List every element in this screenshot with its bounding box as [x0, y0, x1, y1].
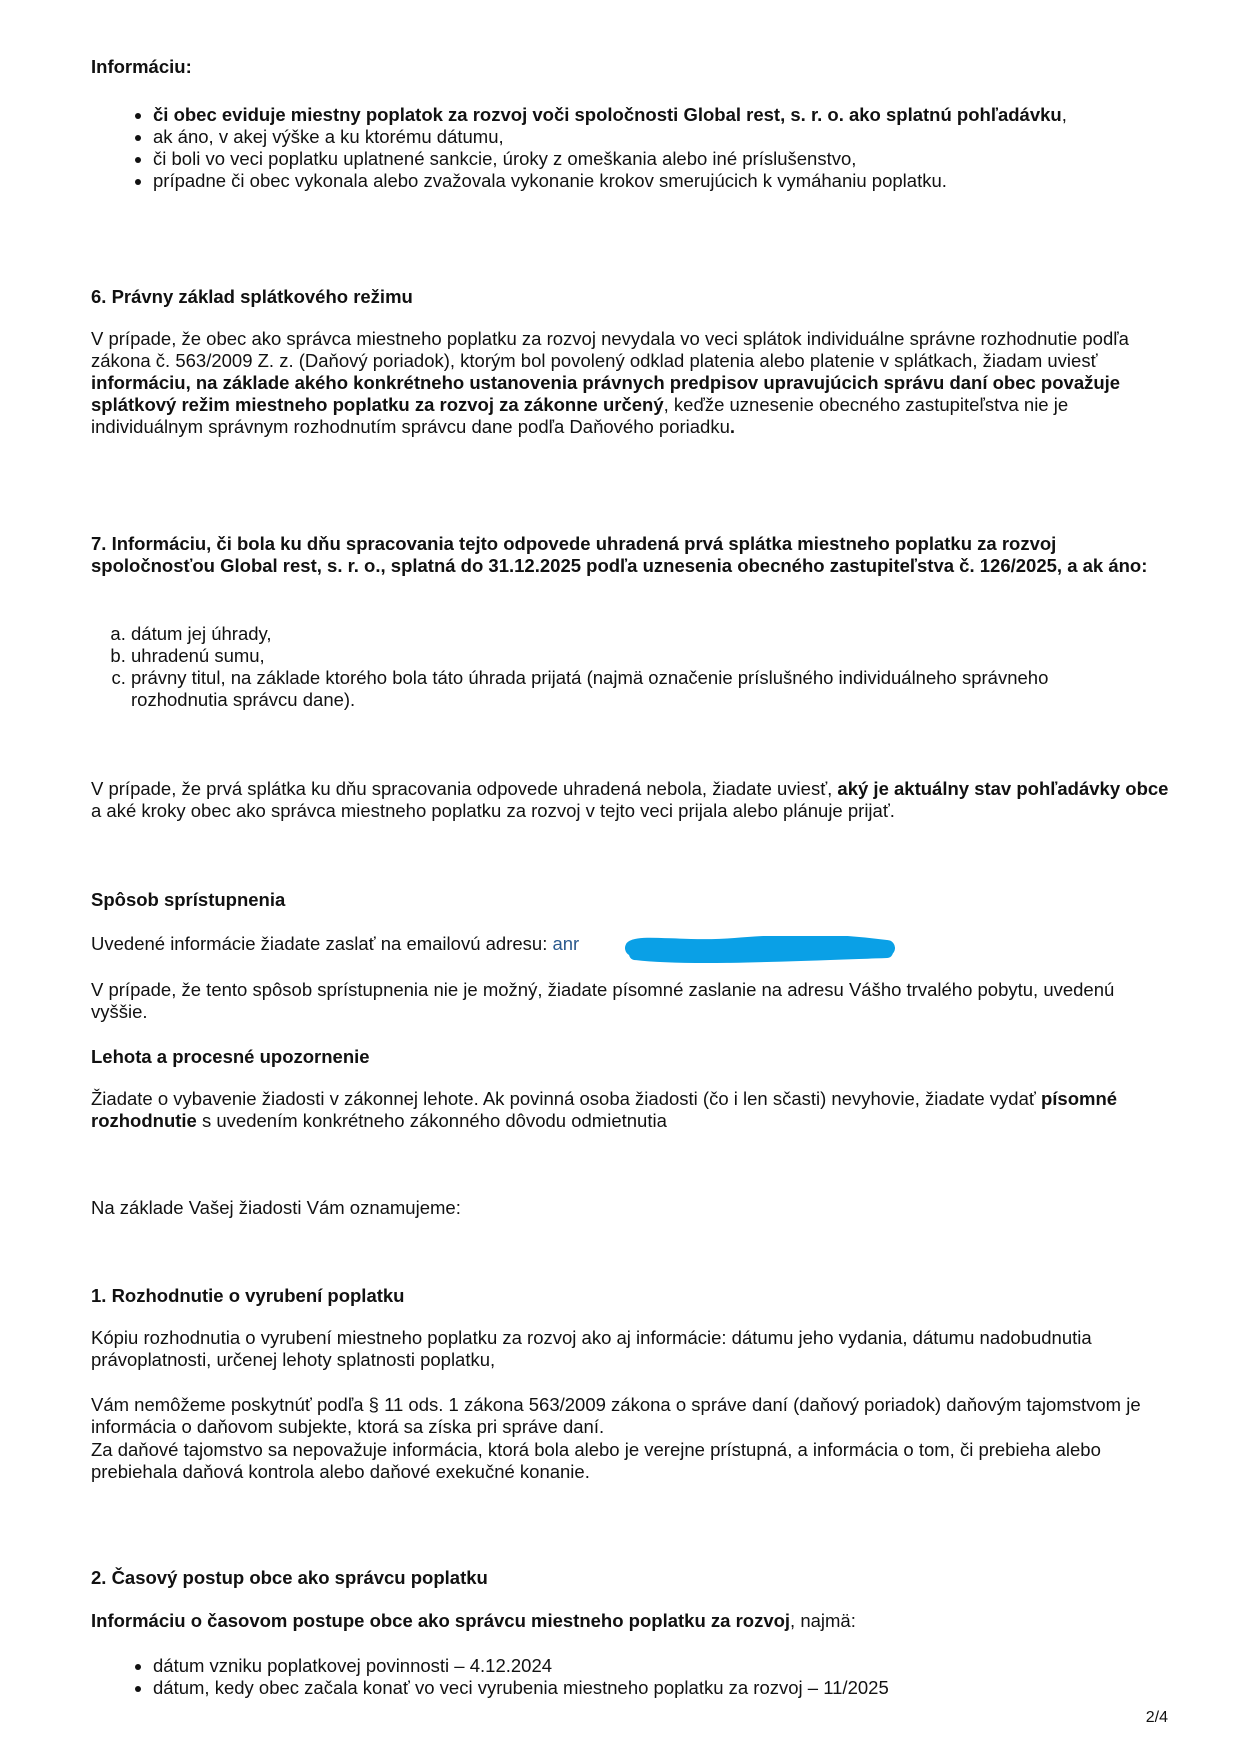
section-7-list — [91, 623, 1131, 711]
text: V prípade, že obec ako správca miestneho poplatku za rozvoj nevydala vo veci splátok individuálne správne rozhodnutie podľa zákona č. 563/2009 Z. z. (Daňový poriadok), ktorým bol povolený odklad platenia alebo platenie v splátkach, žiadam uviesť — [91, 328, 1129, 371]
answer-2-lead — [91, 1610, 1171, 1632]
deadline-heading: Lehota a procesné upozornenie — [91, 1046, 370, 1067]
section-6-paragraph — [91, 328, 1171, 438]
intro-bullets — [91, 104, 1203, 192]
list-item: • dátum, kedy obec začala konať vo veci vyrubenia miestneho poplatku za rozvoj – 11/2025 — [153, 1677, 1203, 1699]
bold-text: aký je aktuálny stav pohľadávky obce — [837, 778, 1169, 799]
list-item — [153, 170, 1203, 192]
text: s uvedením konkrétneho zákonného dôvodu odmietnutia — [196, 1110, 667, 1131]
bold-text: písomné rozhodnutie — [91, 1088, 1118, 1131]
list-item — [153, 148, 1203, 170]
bold-text: . — [729, 416, 736, 437]
bullet-text: prípadne či obec vykonala alebo zvažovala vykonanie krokov smerujúcich k vymáhaniu poplatku. — [153, 170, 947, 191]
text: V prípade, že prvá splátka ku dňu spracovania odpovede uhradená nebola, žiadate uviesť, — [91, 778, 838, 799]
answer-1-p2: Vám nemôžeme poskytnúť podľa § 11 ods. 1 zákona 563/2009 zákona o správe daní (daňový poriadok) daňovým tajomstvom je informácia o daňovom subjekte, ktorá sa získa pri správe daní. — [91, 1394, 1141, 1437]
bullet-text: , — [1061, 104, 1067, 125]
deadline-paragraph — [91, 1088, 1171, 1132]
bullet-text: či boli vo veci poplatku uplatnené sankcie, úroky z omeškania alebo iné príslušenstvo, — [153, 148, 857, 169]
bold-text: Informáciu o časovom postupe obce ako správcu miestneho poplatku za rozvoj — [91, 1610, 791, 1631]
bullet-bold: či obec eviduje miestny poplatok za rozvoj voči spoločnosti Global rest, s. r. o. ako splatnú pohľadávku — [153, 104, 1062, 125]
text: , najmä: — [790, 1610, 856, 1631]
page-number: 2/4 — [1145, 1709, 1168, 1726]
email-link[interactable]: anr — [552, 933, 580, 954]
list-item: • dátum vzniku poplatkovej povinnosti – 4.12.2024 — [153, 1655, 1203, 1677]
unpaid-paragraph — [91, 778, 1171, 822]
answer-2-heading: 2. Časový postup obce ako správcu poplatku — [91, 1567, 488, 1588]
list-item — [153, 126, 1203, 148]
answer-1-p1: Kópiu rozhodnutia o vyrubení miestneho poplatku za rozvoj ako aj informácie: dátumu jeho vydania, dátumu nadobudnutia právoplatnosti, určenej lehoty splatnosti poplatku, — [91, 1327, 1092, 1370]
list-item: c. právny titul, na základe ktorého bola táto úhrada prijatá (najmä označenie príslušného individuálneho správneho rozhodnutia správcu dane). — [131, 667, 1131, 711]
answer-2-bullets — [91, 1655, 1203, 1699]
list-item — [153, 104, 1203, 126]
access-heading: Spôsob sprístupnenia — [91, 889, 286, 910]
section-6-heading: 6. Právny základ splátkového režimu — [91, 286, 413, 307]
text: Žiadate o vybavenie žiadosti v zákonnej lehote. Ak povinná osoba žiadosti (čo i len sčasti) nevyhovie, žiadate vydať — [91, 1088, 1041, 1109]
list-item: a. dátum jej úhrady, — [131, 623, 1131, 645]
text: Uvedené informácie žiadate zaslať na emailovú adresu: — [91, 933, 553, 954]
answer-1-heading: 1. Rozhodnutie o vyrubení poplatku — [91, 1285, 405, 1306]
answer-1-p3: Za daňové tajomstvo sa nepovažuje informácia, ktorá bola alebo je verejne prístupná, a informácia o tom, či prebieha alebo prebiehala daňová kontrola alebo daňové exekučné konanie. — [91, 1439, 1101, 1482]
section-7-heading: 7. Informáciu, či bola ku dňu spracovania tejto odpovede uhradená prvá splátka miestneho poplatku za rozvoj spoločnosťou Global rest, s. r. o., splatná do 31.12.2025 podľa uznesenia obecného zastupiteľstva č. 126/2025, a ak áno: — [91, 533, 1148, 576]
alternative-delivery: V prípade, že tento spôsob sprístupnenia nie je možný, žiadate písomné zaslanie na adresu Vášho trvalého pobytu, uvedenú vyššie. — [91, 979, 1115, 1022]
answer-intro: Na základe Vašej žiadosti Vám oznamujeme: — [91, 1197, 461, 1218]
text: , keďže uznesenie obecného zastupiteľstva nie je individuálnym správnym rozhodnutím správcu dane podľa Daňového poriadku — [91, 394, 1069, 437]
intro-heading: Informáciu: — [91, 56, 192, 77]
bold-text: informáciu, na základe akého konkrétneho ustanovenia právnych predpisov upravujúcich správu daní obec považuje splátkový režim miestneho poplatku za rozvoj za zákonne určený — [91, 372, 1121, 415]
text: a aké kroky obec ako správca miestneho poplatku za rozvoj v tejto veci prijala alebo plánuje prijať. — [91, 800, 895, 821]
list-item: b. uhradenú sumu, — [131, 645, 1131, 667]
redaction-scribble — [625, 936, 895, 964]
bullet-text: ak áno, v akej výške a ku ktorému dátumu, — [153, 126, 504, 147]
